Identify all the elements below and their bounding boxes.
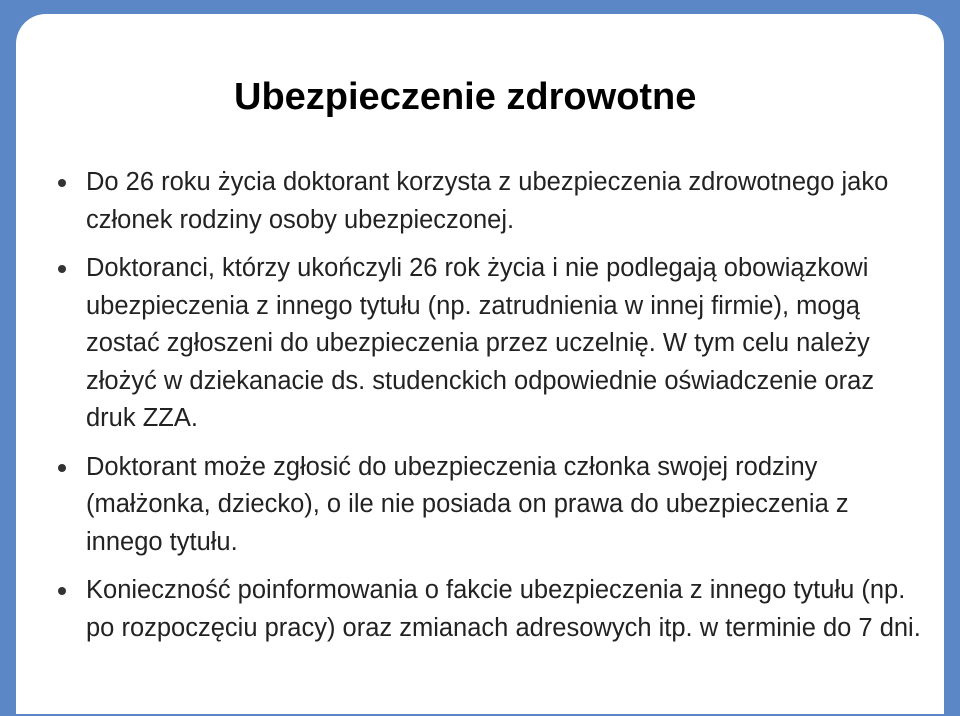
bullet-dot-icon: [58, 587, 66, 595]
slide-title: Ubezpieczenie zdrowotne: [234, 76, 697, 118]
bullet-text: Doktoranci, którzy ukończyli 26 rok życia i nie podlegają obowiązkowi ubezpieczenia z innego tytułu (np. zatrudnienia w innej firmie), mogą zostać zgłoszeni do ubezpieczenia przez uczelnię. W tym celu należy złożyć w dziekanacie ds. studenckich odpowiednie oświadczenie oraz druk ZZA.: [86, 254, 875, 432]
bullet-text: Doktorant może zgłosić do ubezpieczenia członka swojej rodziny (małżonka, dziecko), o ile nie posiada on prawa do ubezpieczenia z innego tytułu.: [86, 452, 849, 556]
bullet-dot-icon: [58, 265, 66, 273]
bullet-item: [58, 572, 930, 647]
bullet-item: [58, 164, 930, 239]
bullet-dot-icon: [58, 179, 66, 187]
bullet-text: Do 26 roku życia doktorant korzysta z ubezpieczenia zdrowotnego jako członek rodziny osoby ubezpieczonej.: [86, 168, 889, 234]
bullet-list: [58, 164, 930, 658]
bullet-item: [58, 449, 930, 562]
slide: [16, 14, 944, 714]
bullet-text: Konieczność poinformowania o fakcie ubezpieczenia z innego tytułu (np. po rozpoczęciu pracy) oraz zmianach adresowych itp. w terminie do 7 dni.: [86, 576, 921, 642]
bullet-item: [58, 250, 930, 438]
bullet-dot-icon: [58, 464, 66, 472]
